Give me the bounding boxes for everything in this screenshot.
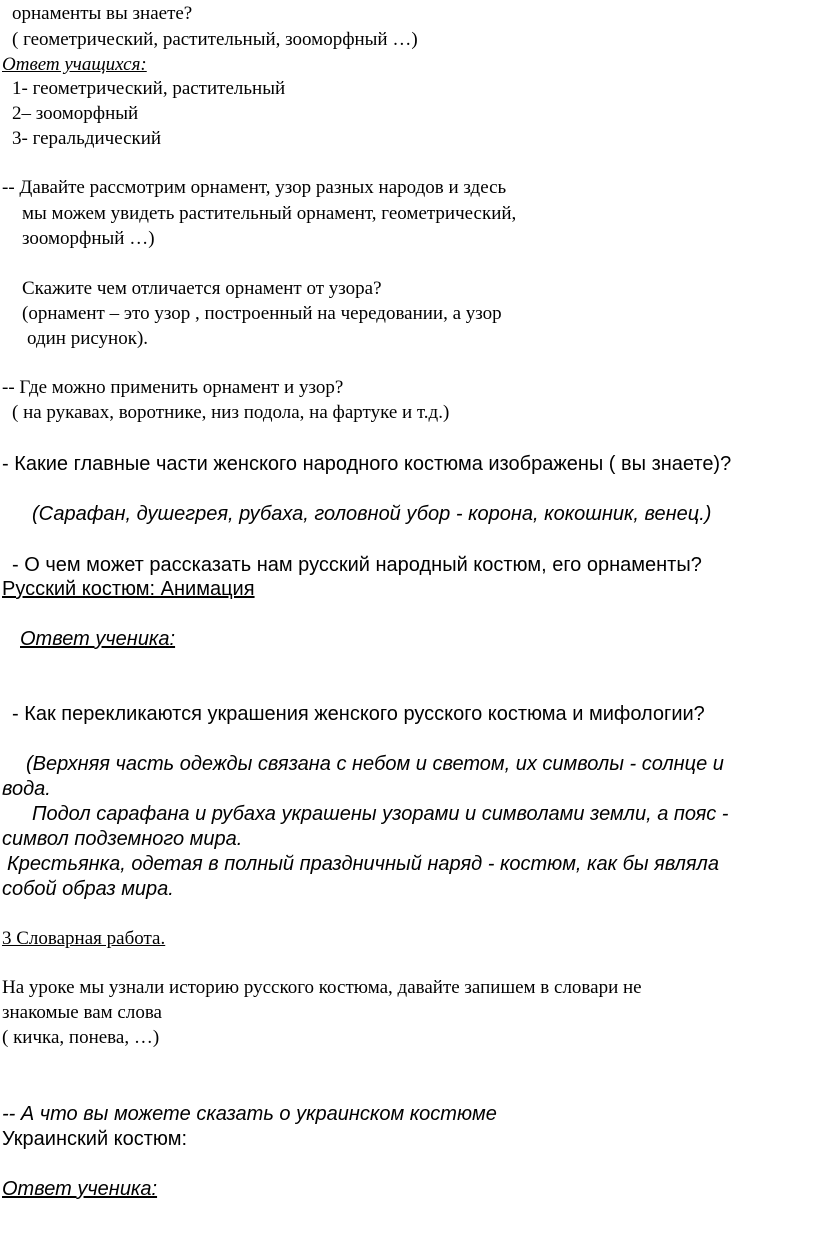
text-line: ( на рукавах, воротнике, низ подола, на фартуке и т.д.)	[12, 402, 450, 423]
text-line: знакомые вам слова	[2, 1002, 162, 1023]
text-line: ( геометрический, растительный, зооморфный …)	[12, 29, 418, 50]
answer-line: собой образ мира.	[2, 878, 174, 900]
text-line: один рисунок).	[27, 328, 149, 349]
answer-line: Крестьянка, одетая в полный праздничный наряд - костюм, как бы являла	[7, 853, 719, 875]
answer-line: вода.	[2, 778, 51, 800]
answer-line: символ подземного мира.	[2, 828, 243, 850]
text-line: На уроке мы узнали историю русского костюма, давайте запишем в словари не	[2, 977, 642, 998]
list-item: 2– зооморфный	[12, 103, 139, 124]
text-line: ( кичка, понева, …)	[2, 1027, 160, 1048]
section-link: Русский костюм: Анимация	[2, 578, 255, 600]
question-line: -- Где можно применить орнамент и узор?	[2, 377, 344, 398]
text-line: -- Давайте рассмотрим орнамент, узор разных народов и здесь	[2, 177, 507, 198]
list-item: 3- геральдический	[12, 128, 162, 149]
question-line: - Как перекликаются украшения женского русского костюма и мифологии?	[12, 703, 705, 725]
text-line: мы можем увидеть растительный орнамент, геометрический,	[22, 203, 517, 224]
list-item: 1- геометрический, растительный	[12, 78, 286, 99]
answer-heading: Ответ ученика:	[2, 1178, 158, 1200]
section-label: Украинский костюм:	[2, 1128, 188, 1150]
question-line: - Какие главные части женского народного костюма изображены ( вы знаете)?	[2, 453, 732, 475]
question-line: -- А что вы можете сказать о украинском костюме	[2, 1103, 497, 1125]
section-heading: 3 Словарная работа.	[2, 928, 166, 949]
answer-heading: Ответ ученика:	[20, 628, 176, 650]
answer-heading: Ответ учащихся:	[2, 54, 147, 75]
text-line: орнаменты вы знаете?	[12, 3, 193, 24]
answer-line: (Сарафан, душегрея, рубаха, головной убор - корона, кокошник, венец.)	[32, 503, 712, 525]
text-line: зооморфный …)	[22, 228, 155, 249]
answer-line: Подол сарафана и рубаха украшены узорами и символами земли, а пояс -	[32, 803, 729, 825]
text-line: (орнамент – это узор , построенный на чередовании, а узор	[22, 303, 502, 324]
question-line: Скажите чем отличается орнамент от узора?	[22, 278, 382, 299]
question-line: - О чем может рассказать нам русский народный костюм, его орнаменты?	[12, 554, 702, 576]
answer-line: (Верхняя часть одежды связана с небом и светом, их символы - солнце и	[26, 753, 724, 775]
